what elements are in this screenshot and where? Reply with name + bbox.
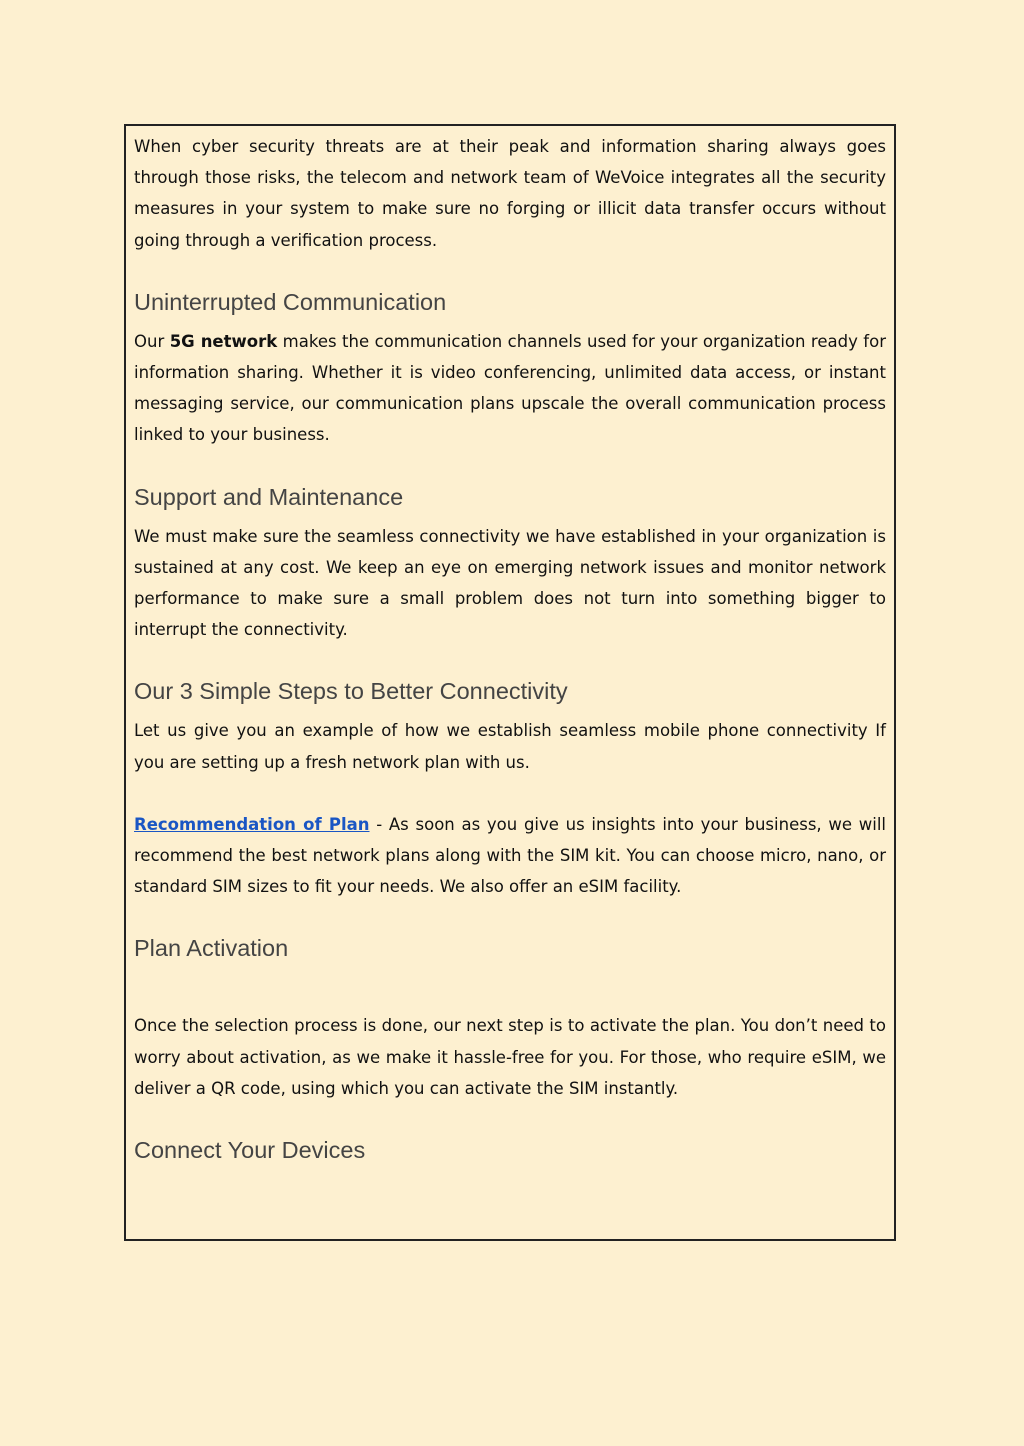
recommendation-paragraph	[134, 809, 886, 903]
uninterrupted-communication-paragraph	[134, 326, 886, 451]
heading-uninterrupted-communication: Uninterrupted Communication	[134, 288, 447, 315]
plan-activation-paragraph: Once the selection process is done, our next step is to activate the plan. You don’t need to worry about activation, as we make it hassle-free for you. For those, who require eSIM, we deliver a QR code, using which you can activate the SIM instantly.	[134, 1016, 886, 1098]
5g-network-bold-text: 5G network	[169, 331, 278, 351]
intro-paragraph: When cyber security threats are at their peak and information sharing always goes through those risks, the telecom and network team of WeVoice integrates all the security measures in your system to make sure no forging or illicit data transfer occurs without going through a verification process.	[134, 137, 886, 250]
heading-support-and-maintenance: Support and Maintenance	[134, 483, 404, 510]
heading-simple-steps: Our 3 Simple Steps to Better Connectivity	[134, 678, 568, 705]
paragraph-text: - As soon as you give us insights into your business, we will recommend the best network plans along with the SIM kit. You can choose micro, nano, or standard SIM sizes to fit your needs. We also offer an eSIM facility.	[134, 814, 886, 897]
support-maintenance-paragraph: We must make sure the seamless connectivity we have established in your organization is sustained at any cost. We keep an eye on emerging network issues and monitor network performance to make sure a small problem does not turn into something bigger to interrupt the connectivity.	[134, 526, 886, 640]
heading-plan-activation: Plan Activation	[134, 935, 289, 962]
paragraph-text: Our	[134, 331, 170, 351]
recommendation-of-plan-link[interactable]: Recommendation of Plan	[134, 814, 370, 834]
paragraph-text: makes the communication channels used for your organization ready for information sharing. Whether it is video conferencing, unlimited data access, or instant messaging service, our communication plans upscale the overall communication process linked to your business.	[134, 331, 886, 445]
heading-connect-your-devices: Connect Your Devices	[134, 1137, 366, 1164]
document-frame	[124, 124, 896, 1241]
simple-steps-paragraph: Let us give you an example of how we establish seamless mobile phone connectivity If you are setting up a fresh network plan with us.	[134, 721, 886, 772]
